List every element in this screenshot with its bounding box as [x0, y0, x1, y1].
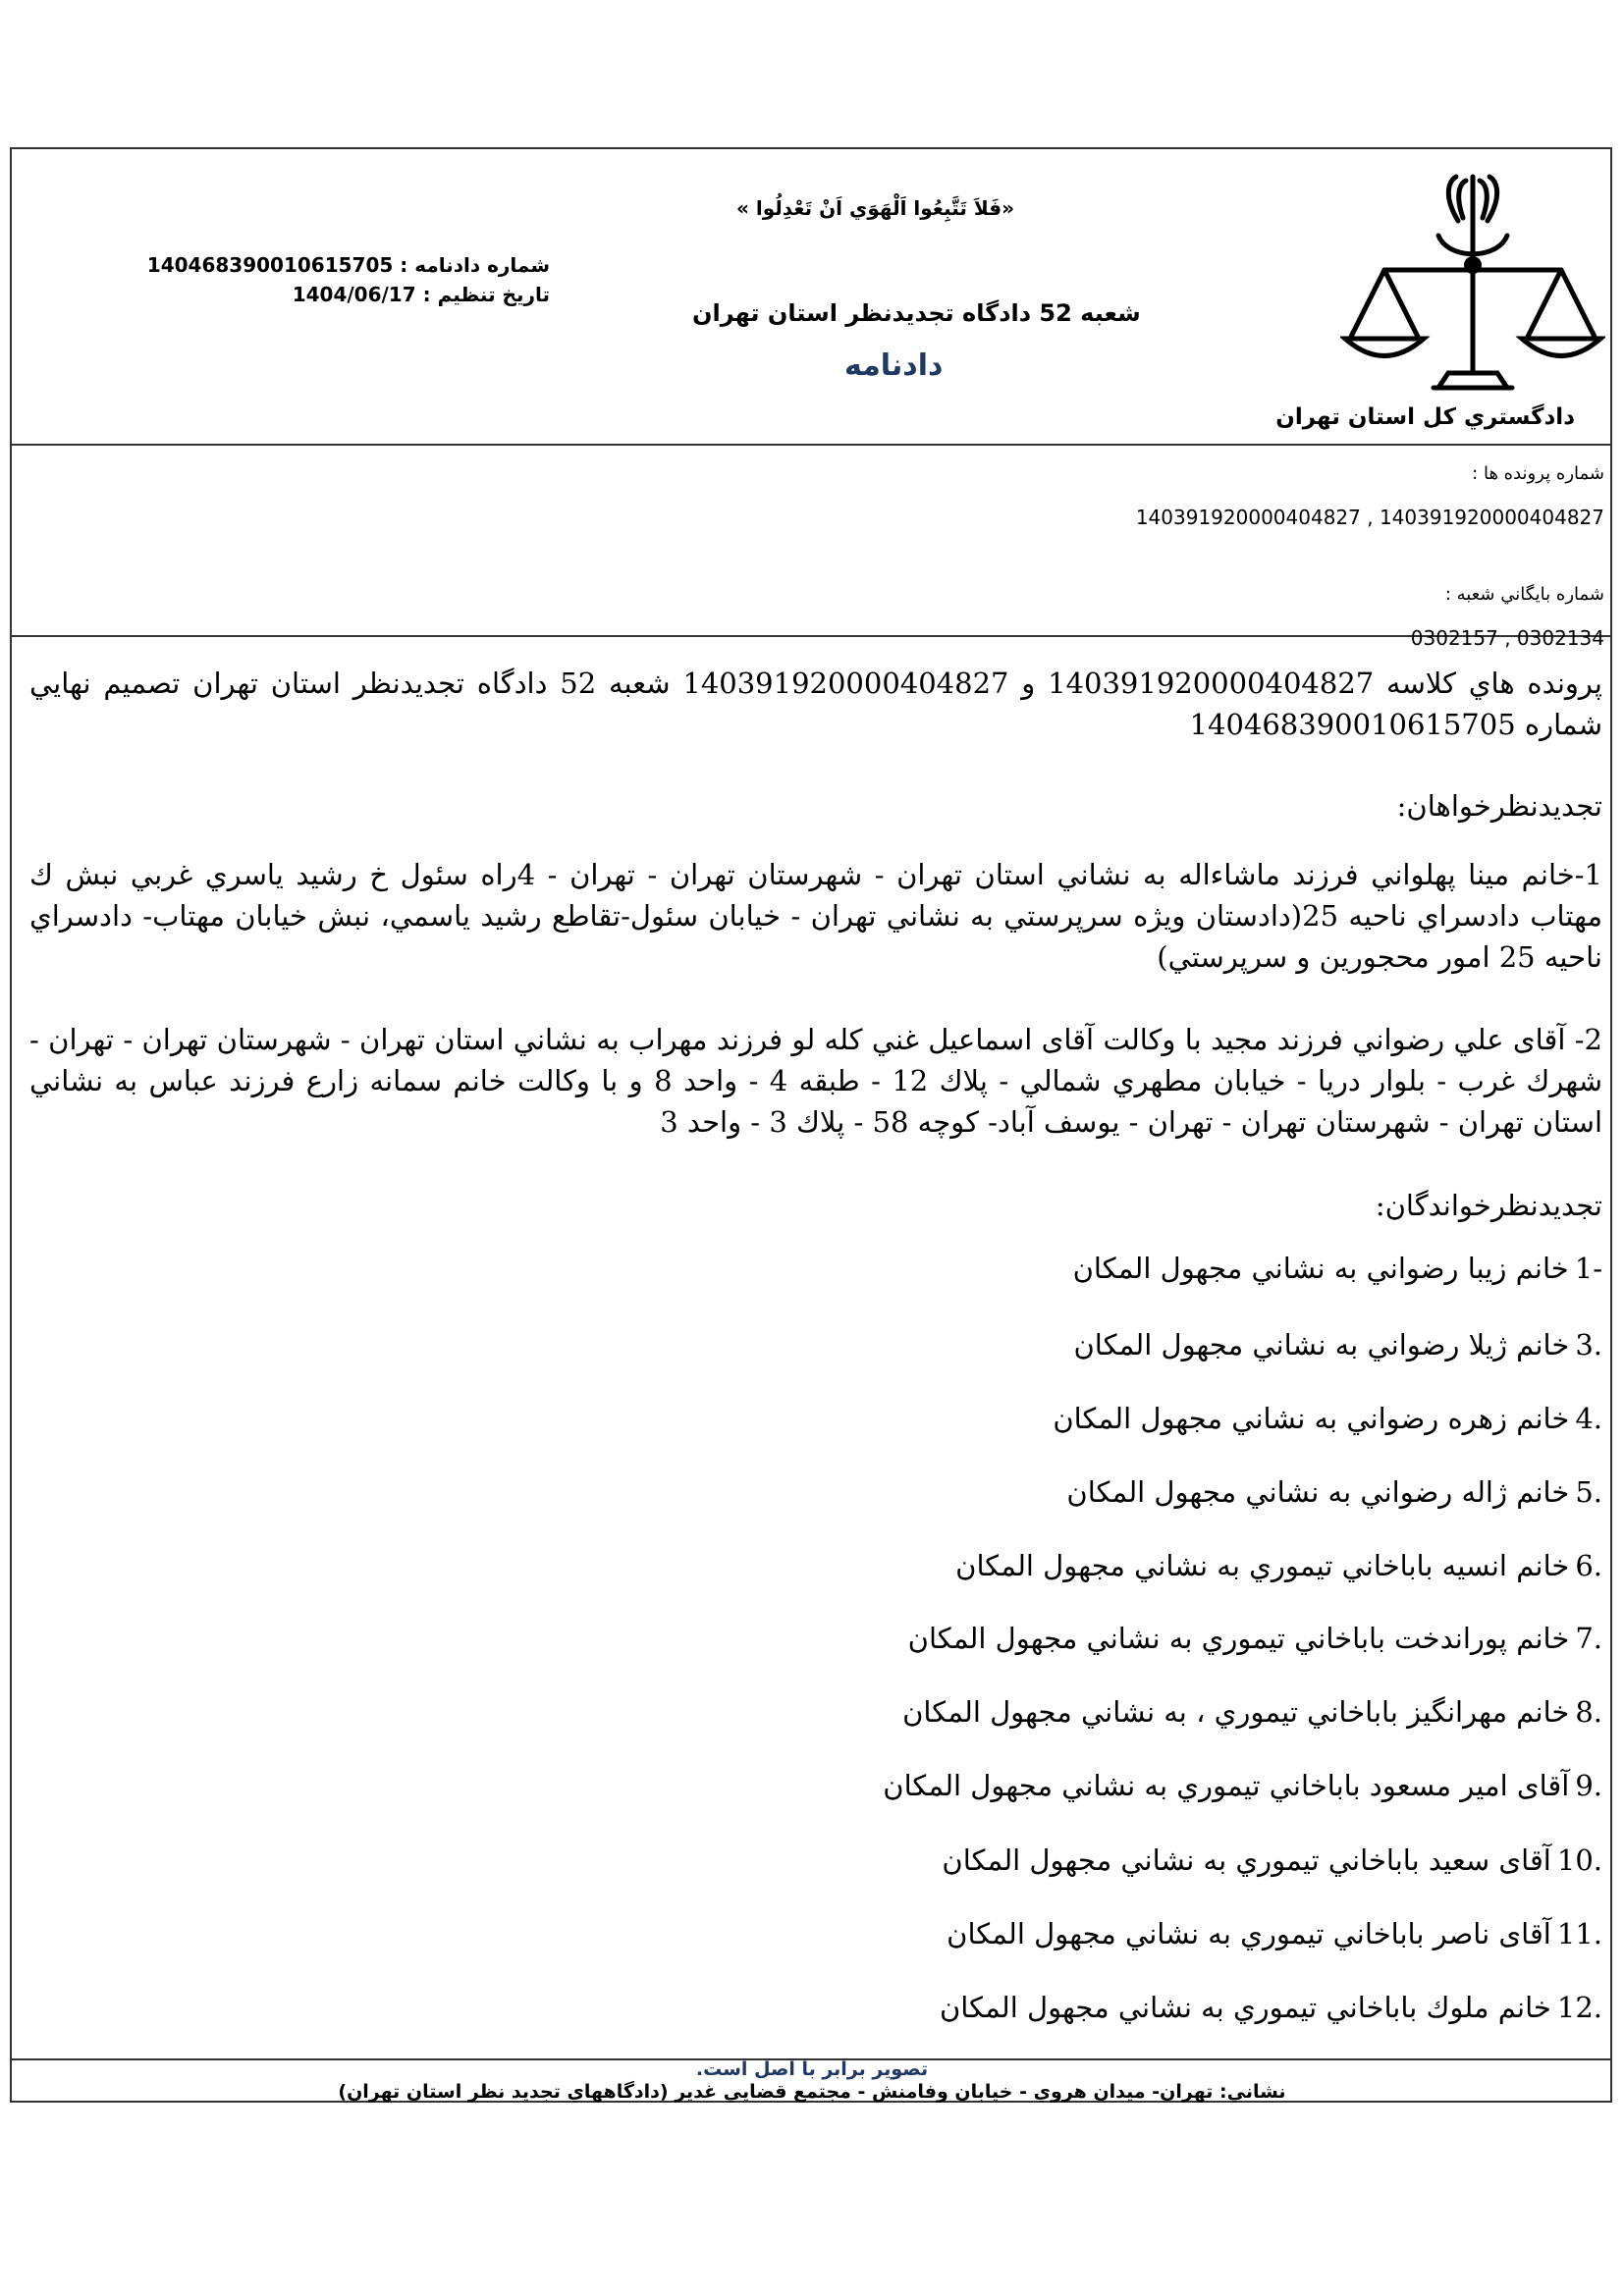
respondent-item	[1073, 1328, 1602, 1362]
org-name: دادگستري كل استان تهران	[1275, 404, 1575, 430]
respondent-number: -1	[1574, 1252, 1602, 1285]
respondent-item	[947, 1917, 1602, 1950]
respondent-text: خانم پوراندخت باباخاني تيموري به نشاني مجهول المكان	[907, 1622, 1570, 1655]
certified-copy-note: تصوير برابر با اصل است.	[695, 2058, 929, 2080]
respondent-item	[955, 1549, 1602, 1582]
respondent-item	[1053, 1402, 1602, 1435]
appellant-2: 2- آقاى علي رضواني فرزند مجيد با وكالت آقاى اسماعيل غني كله لو فرزند مهراب به نشاني استان تهران - شهرستان تهران - تهران - شهرك غرب - بلوار دريا - خيابان مطهري شمالي - پلاك 12 - طبقه 4 - واحد 8 و با وكالت خانم سمانه زارع فرزند عباس به نشاني استان تهران - شهرستان تهران - تهران - يوسف آباد- كوچه 58 - پلاك 3 - واحد 3	[29, 1023, 1603, 1139]
archive-numbers: 0302157 , 0302134	[1410, 626, 1604, 650]
branch-title: شعبه 52 دادگاه تجديدنظر استان تهران	[692, 299, 1141, 327]
issue-date: 1404/06/17	[292, 283, 416, 306]
iran-emblem-scales-icon	[1340, 167, 1605, 402]
respondent-text: خانم ملوك باباخاني تيموري به نشاني مجهول المكان	[939, 1991, 1551, 2024]
respondent-item	[1066, 1475, 1602, 1509]
case-numbers-label: شماره پرونده ها :	[1472, 463, 1604, 484]
verdict-number-row	[137, 250, 550, 280]
respondent-text: آقاى امير مسعود باباخاني تيموري به نشاني مجهول المكان	[883, 1769, 1570, 1802]
respondent-text: خانم ژيلا رضواني به نشاني مجهول المكان	[1073, 1328, 1570, 1362]
respondent-text: آقاى ناصر باباخاني تيموري به نشاني مجهول المكان	[947, 1917, 1551, 1950]
footer-address: نشاني: تهران- ميدان هروي - خيابان وفامنش - مجتمع قضايي غدير (دادگاههاي تجديد نظر استان تهران)	[338, 2081, 1286, 2103]
issue-date-label: تاريخ تنظيم :	[422, 283, 550, 306]
respondent-number: .4	[1575, 1402, 1602, 1435]
respondent-item	[942, 1843, 1602, 1877]
respondent-number: .7	[1575, 1622, 1602, 1655]
respondent-text: خانم زيبا رضواني به نشاني مجهول المكان	[1072, 1252, 1569, 1285]
appellant-1: 1-خانم مينا پهلواني فرزند ماشاءاله به نشاني استان تهران - شهرستان تهران - تهران - 4راه سئول خ رشيد ياسري غربي نبش ك مهتاب دادسراي ناحيه 25(دادستان ويژه سرپرستي به نشاني تهران - خيابان سئول-تقاطع رشيد ياسمي، نبش خيابان مهتاب- دادسراي ناحيه 25 امور محجورين و سرپرستي)	[29, 858, 1602, 974]
respondent-number: .10	[1556, 1843, 1602, 1877]
respondent-number: .6	[1575, 1549, 1602, 1582]
respondent-number: .9	[1575, 1769, 1602, 1802]
respondent-number: .5	[1575, 1475, 1602, 1509]
respondents-heading: تجديدنظرخواندگان:	[1375, 1189, 1602, 1222]
respondent-item	[902, 1695, 1602, 1729]
respondent-item	[883, 1769, 1602, 1802]
respondent-number: .3	[1575, 1328, 1602, 1362]
archive-label: شماره بايگاني شعبه :	[1444, 584, 1604, 605]
respondent-number: .12	[1556, 1991, 1602, 2024]
verdict-meta	[137, 250, 550, 309]
respondent-item	[940, 1991, 1602, 2024]
respondent-text: خانم ژاله رضواني به نشاني مجهول المكان	[1066, 1475, 1570, 1509]
header-divider	[12, 444, 1610, 446]
document-title: دادنامه	[844, 348, 944, 383]
verdict-number: 140468390010615705	[146, 253, 394, 277]
intro-paragraph: پرونده هاي كلاسه 140391920000404827 و 140391920000404827 شعبه 52 دادگاه تجديدنظر استان تهران تصميم نهايي شماره 140468390010615705	[29, 667, 1602, 741]
respondent-text: خانم انسيه باباخاني تيموري به نشاني مجهول المكان	[955, 1549, 1570, 1582]
issue-date-row	[137, 280, 550, 309]
verdict-number-label: شماره دادنامه :	[400, 253, 550, 277]
respondent-text: خانم زهره رضواني به نشاني مجهول المكان	[1053, 1402, 1570, 1435]
respondent-item	[1073, 1252, 1602, 1285]
respondent-text: آقاى سعيد باباخاني تيموري به نشاني مجهول المكان	[942, 1843, 1551, 1877]
respondent-number: .11	[1556, 1917, 1602, 1950]
case-numbers: 140391920000404827 , 140391920000404827	[1135, 506, 1604, 529]
fileinfo-divider	[12, 635, 1610, 637]
appellants-heading: تجديدنظرخواهان:	[1396, 789, 1602, 823]
quran-verse: «فَلاَ تَتَّبِعُوا اَلْهَوَي اَنْ تَعْدِلُوا »	[736, 196, 1015, 220]
respondent-item	[908, 1622, 1602, 1655]
respondent-number: .8	[1575, 1695, 1602, 1729]
respondent-text: خانم مهرانگيز باباخاني تيموري ، به نشاني مجهول المكان	[902, 1695, 1570, 1729]
